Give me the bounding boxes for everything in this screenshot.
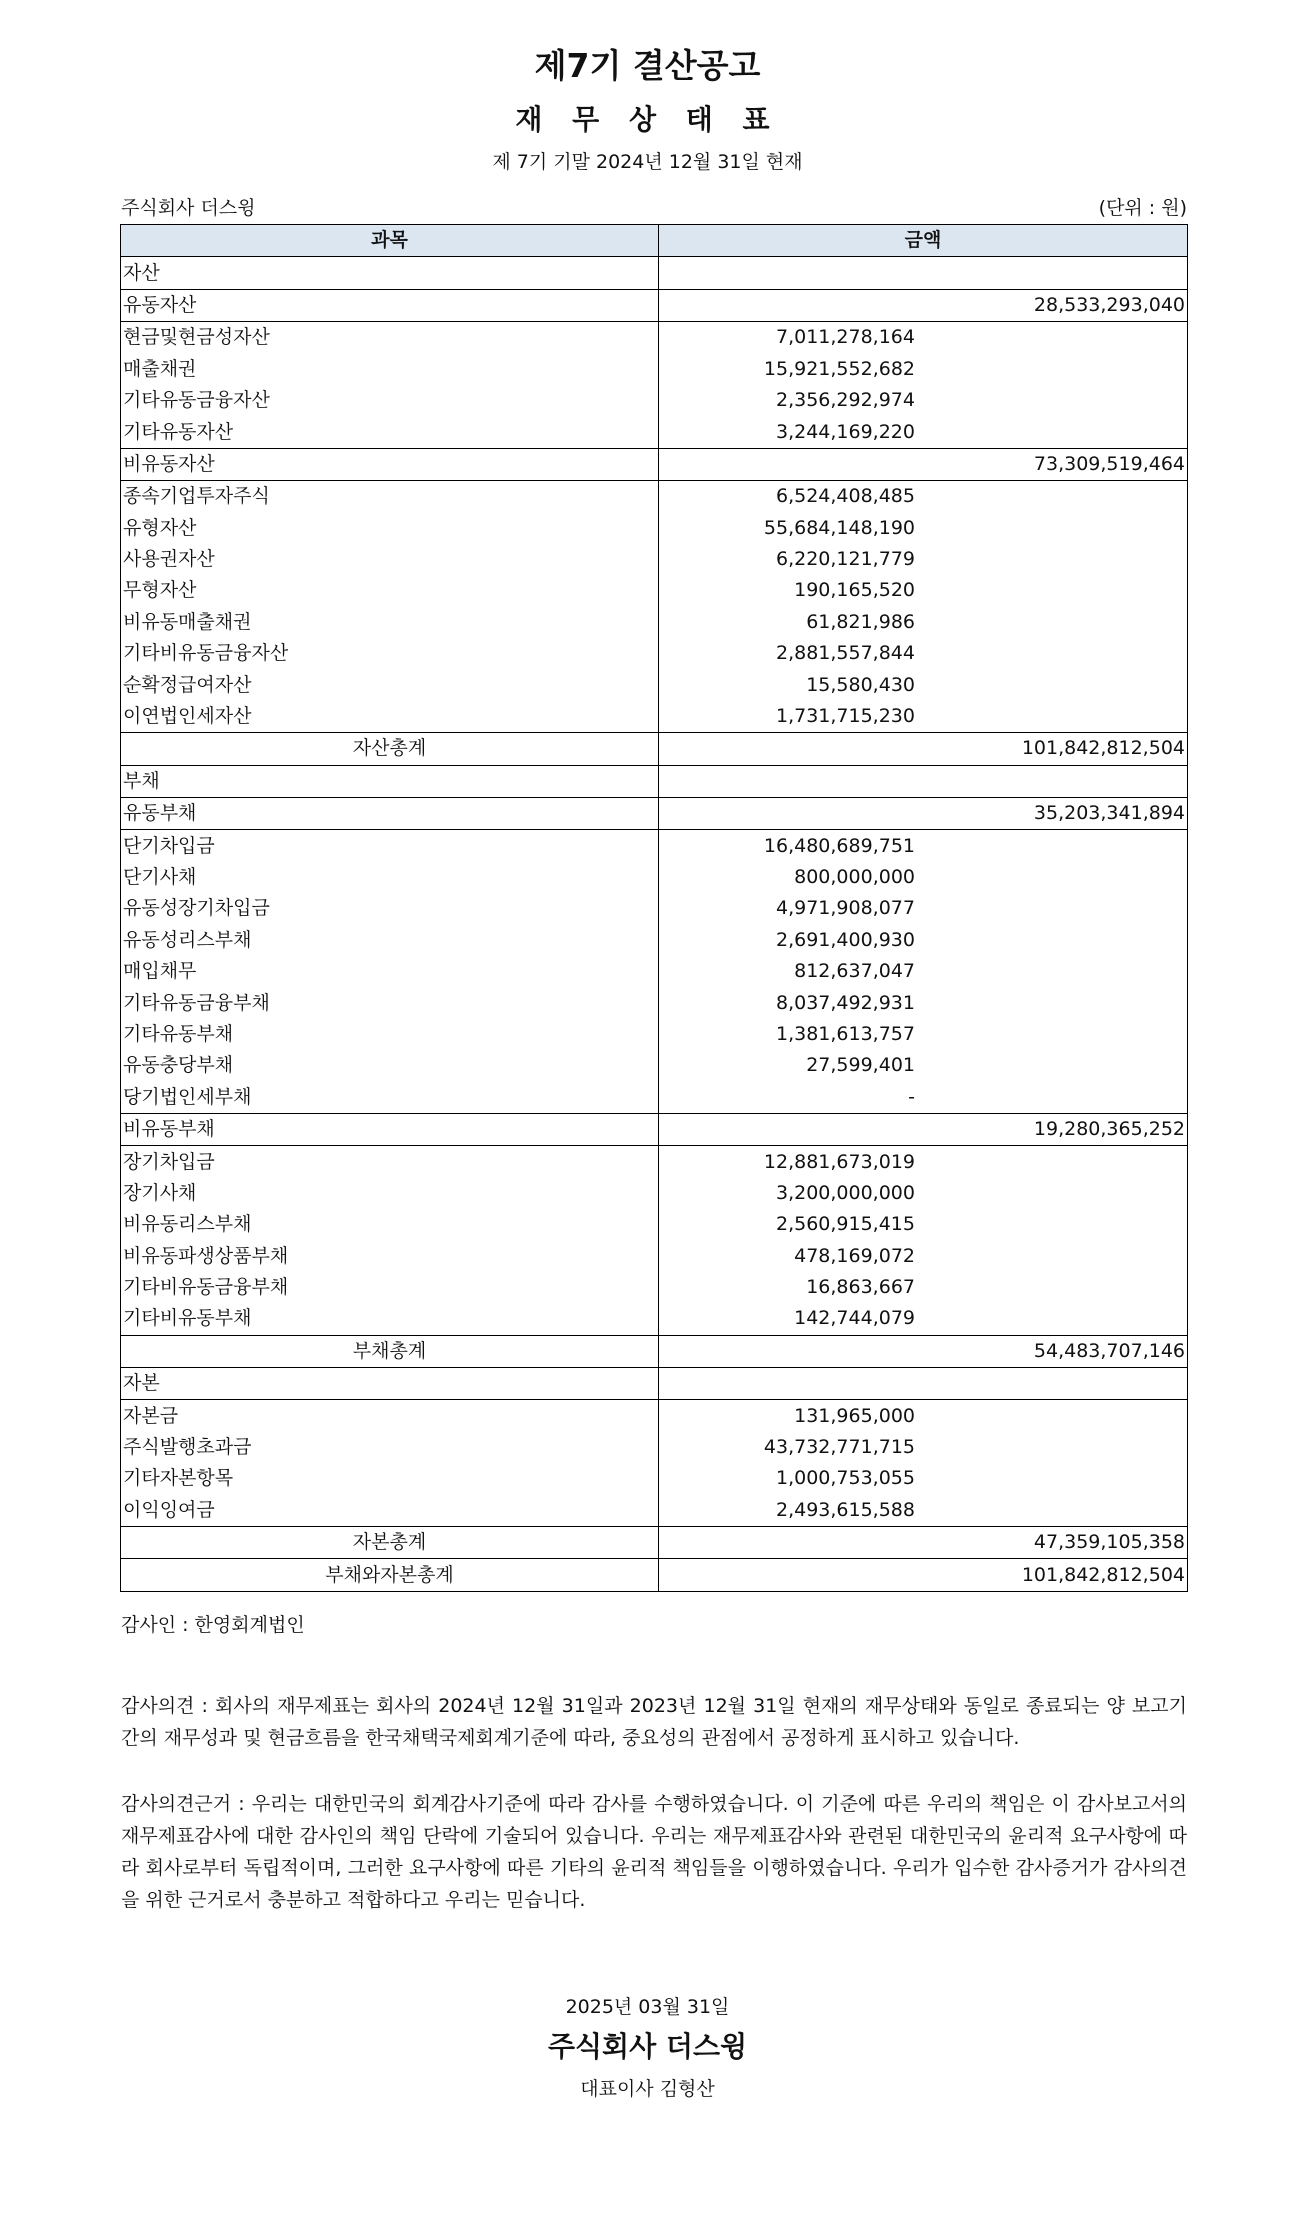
- table-row: [121, 798, 1188, 830]
- row-amount: [659, 669, 1188, 700]
- row-label: 부채와자본총계: [121, 1559, 659, 1591]
- item-amount: 2,881,557,844: [775, 642, 915, 665]
- item-amount: 55,684,148,190: [763, 516, 915, 539]
- item-amount: 43,732,771,715: [763, 1436, 915, 1459]
- row-label: 자본: [121, 1368, 659, 1400]
- item-amount: 3,200,000,000: [775, 1181, 915, 1204]
- row-label: 자산: [121, 257, 659, 289]
- table-row: [121, 1241, 1188, 1272]
- table-row: [121, 481, 1188, 513]
- table-row: [121, 987, 1188, 1018]
- table-row: [121, 385, 1188, 416]
- table-row: [121, 1050, 1188, 1081]
- table-row: [121, 830, 1188, 862]
- item-amount: -: [908, 1085, 915, 1108]
- row-label: 유형자산: [121, 513, 659, 544]
- row-amount: 19,280,365,252: [659, 1113, 1188, 1145]
- item-amount: 16,863,667: [806, 1276, 915, 1299]
- item-amount: 1,381,613,757: [775, 1022, 915, 1045]
- company-name: 주식회사 더스윙: [121, 197, 256, 219]
- table-row: [121, 448, 1188, 480]
- footer-ceo: 대표이사 김형산: [580, 2078, 715, 2100]
- row-label: 이익잉여금: [121, 1495, 659, 1527]
- row-amount: [659, 925, 1188, 956]
- table-row: [121, 1146, 1188, 1178]
- item-amount: 1,731,715,230: [775, 705, 915, 728]
- row-label: 유동자산: [121, 289, 659, 321]
- row-amount: [659, 513, 1188, 544]
- footer-date: 2025년 03월 31일: [565, 1996, 730, 2018]
- row-label: 기타자본항목: [121, 1463, 659, 1494]
- row-label: 부채: [121, 765, 659, 797]
- table-row: [121, 416, 1188, 448]
- table-row: [121, 1335, 1188, 1367]
- row-amount: 101,842,812,504: [659, 733, 1188, 765]
- table-row: [121, 765, 1188, 797]
- statement-title: 재 무 상 태 표: [515, 103, 780, 136]
- item-amount: 7,011,278,164: [775, 326, 915, 349]
- item-amount: 2,493,615,588: [775, 1498, 915, 1521]
- item-amount: 1,000,753,055: [775, 1467, 915, 1490]
- table-row: [121, 701, 1188, 733]
- row-amount: [659, 1241, 1188, 1272]
- table-row: [121, 669, 1188, 700]
- table-row: [121, 1463, 1188, 1494]
- row-amount: 73,309,519,464: [659, 448, 1188, 480]
- row-amount: [659, 638, 1188, 669]
- row-amount: [659, 765, 1188, 797]
- row-amount: [659, 1495, 1188, 1527]
- table-row: [121, 289, 1188, 321]
- row-amount: [659, 987, 1188, 1018]
- row-label: 유동부채: [121, 798, 659, 830]
- table-row: [121, 1019, 1188, 1050]
- table-row: [121, 862, 1188, 893]
- row-label: 비유동매출채권: [121, 607, 659, 638]
- table-row: [121, 1178, 1188, 1209]
- row-label: 기타비유동금융부채: [121, 1272, 659, 1303]
- item-amount: 800,000,000: [794, 866, 915, 888]
- table-row: [121, 925, 1188, 956]
- row-amount: [659, 607, 1188, 638]
- col-subject-header: 과목: [121, 225, 659, 257]
- row-label: 순확정급여자산: [121, 669, 659, 700]
- table-row: [121, 1432, 1188, 1463]
- table-row: [121, 544, 1188, 575]
- row-label: 부채총계: [121, 1335, 659, 1367]
- row-label: 기타비유동부채: [121, 1303, 659, 1335]
- table-row: [121, 893, 1188, 924]
- row-amount: [659, 481, 1188, 513]
- page-title: 제7기 결산공고: [534, 46, 761, 85]
- table-row: [121, 733, 1188, 765]
- item-amount: 478,169,072: [794, 1244, 915, 1267]
- item-amount: 16,480,689,751: [763, 834, 915, 857]
- row-label: 종속기업투자주식: [121, 481, 659, 513]
- row-amount: [659, 1272, 1188, 1303]
- item-amount: 2,560,915,415: [775, 1213, 915, 1236]
- item-amount: 61,821,986: [806, 610, 915, 633]
- row-label: 사용권자산: [121, 544, 659, 575]
- item-amount: 2,691,400,930: [775, 928, 915, 951]
- auditor-note: 감사인 : 한영회계법인: [121, 1614, 305, 1636]
- row-amount: 35,203,341,894: [659, 798, 1188, 830]
- row-amount: [659, 1019, 1188, 1050]
- row-amount: [659, 322, 1188, 354]
- row-label: 주식발행초과금: [121, 1432, 659, 1463]
- row-label: 유동충당부채: [121, 1050, 659, 1081]
- row-label: 비유동파생상품부채: [121, 1241, 659, 1272]
- item-amount: 12,881,673,019: [763, 1150, 915, 1173]
- table-row: [121, 1495, 1188, 1527]
- footer-company: 주식회사 더스윙: [547, 2030, 748, 2063]
- item-amount: 190,165,520: [794, 579, 915, 602]
- row-label: 당기법인세부채: [121, 1082, 659, 1114]
- row-amount: [659, 1209, 1188, 1240]
- row-label: 현금및현금성자산: [121, 322, 659, 354]
- item-amount: 6,524,408,485: [775, 485, 915, 508]
- table-row: [121, 1113, 1188, 1145]
- row-amount: 54,483,707,146: [659, 1335, 1188, 1367]
- row-amount: 28,533,293,040: [659, 289, 1188, 321]
- row-amount: [659, 1178, 1188, 1209]
- row-amount: [659, 893, 1188, 924]
- row-amount: [659, 1432, 1188, 1463]
- row-label: 비유동자산: [121, 448, 659, 480]
- item-amount: 27,599,401: [806, 1054, 915, 1077]
- row-label: 매입채무: [121, 956, 659, 987]
- row-amount: [659, 830, 1188, 862]
- row-amount: 47,359,105,358: [659, 1527, 1188, 1559]
- row-label: 유동성리스부채: [121, 925, 659, 956]
- row-label: 자본금: [121, 1400, 659, 1432]
- table-row: [121, 257, 1188, 289]
- period-label: 제 7기 기말 2024년 12월 31일 현재: [492, 151, 803, 173]
- row-amount: [659, 1368, 1188, 1400]
- row-amount: [659, 701, 1188, 733]
- item-amount: 142,744,079: [794, 1307, 915, 1330]
- audit-basis: 감사의견근거 : 우리는 대한민국의 회계감사기준에 따라 감사를 수행하였습니다. 이 기준에 따른 우리의 책임은 이 감사보고서의 재무제표감사에 대한 감사인의 책임 단락에 기술되어 있습니다. 우리는 재무제표감사와 관련된 대한민국의 윤리적 요구사항에 따라 회사로부터 독립적이며, 그러한 요구사항에 따른 기타의 윤리적 책임들을 이행하였습니다. 우리가 입수한 감사증거가 감사의견을 위한 근거로서 충분하고 적합하다고 우리는 믿습니다.: [121, 1793, 1187, 1911]
- row-label: 무형자산: [121, 575, 659, 606]
- table-row: [121, 1368, 1188, 1400]
- item-amount: 3,244,169,220: [775, 420, 915, 443]
- table-row: [121, 575, 1188, 606]
- row-label: 비유동리스부채: [121, 1209, 659, 1240]
- item-amount: 15,580,430: [806, 673, 915, 696]
- audit-opinion: 감사의견 : 회사의 재무제표는 회사의 2024년 12월 31일과 2023년 12월 31일 현재의 재무상태와 동일로 종료되는 양 보고기간의 재무성과 및 현금흐름을 한국채택국제회계기준에 따라, 중요성의 관점에서 공정하게 표시하고 있습니다.: [121, 1695, 1187, 1749]
- row-amount: [659, 385, 1188, 416]
- row-amount: [659, 257, 1188, 289]
- row-label: 단기사채: [121, 862, 659, 893]
- row-amount: [659, 1463, 1188, 1494]
- row-label: 기타유동부채: [121, 1019, 659, 1050]
- table-row: [121, 1272, 1188, 1303]
- table-row: [121, 1303, 1188, 1335]
- row-amount: [659, 1146, 1188, 1178]
- row-amount: [659, 1082, 1188, 1114]
- row-label: 장기사채: [121, 1178, 659, 1209]
- row-label: 기타비유동금융자산: [121, 638, 659, 669]
- balance-sheet-table: [120, 224, 1188, 1592]
- row-label: 유동성장기차입금: [121, 893, 659, 924]
- row-label: 기타유동자산: [121, 416, 659, 448]
- row-amount: [659, 544, 1188, 575]
- table-row: [121, 1527, 1188, 1559]
- unit-label: (단위 : 원): [1098, 197, 1187, 219]
- table-row: [121, 956, 1188, 987]
- table-row: [121, 322, 1188, 354]
- item-amount: 6,220,121,779: [775, 548, 915, 571]
- row-amount: [659, 416, 1188, 448]
- row-label: 기타유동금융부채: [121, 987, 659, 1018]
- row-label: 자본총계: [121, 1527, 659, 1559]
- row-label: 기타유동금융자산: [121, 385, 659, 416]
- table-row: [121, 354, 1188, 385]
- row-label: 자산총계: [121, 733, 659, 765]
- table-row: [121, 1559, 1188, 1591]
- row-label: 비유동부채: [121, 1113, 659, 1145]
- row-amount: [659, 956, 1188, 987]
- row-amount: [659, 862, 1188, 893]
- col-amount-header: 금액: [659, 225, 1188, 257]
- table-body: [121, 257, 1188, 1591]
- table-row: [121, 513, 1188, 544]
- table-row: [121, 1400, 1188, 1432]
- row-label: 매출채권: [121, 354, 659, 385]
- item-amount: 4,971,908,077: [775, 897, 915, 920]
- item-amount: 15,921,552,682: [763, 357, 915, 380]
- row-amount: [659, 575, 1188, 606]
- row-amount: [659, 1050, 1188, 1081]
- table-row: [121, 607, 1188, 638]
- table-row: [121, 1082, 1188, 1114]
- item-amount: 8,037,492,931: [775, 991, 915, 1014]
- item-amount: 812,637,047: [794, 960, 915, 983]
- row-amount: [659, 1303, 1188, 1335]
- row-amount: [659, 354, 1188, 385]
- row-label: 단기차입금: [121, 830, 659, 862]
- row-label: 이연법인세자산: [121, 701, 659, 733]
- row-amount: 101,842,812,504: [659, 1559, 1188, 1591]
- table-header-row: [121, 225, 1188, 257]
- row-amount: [659, 1400, 1188, 1432]
- table-row: [121, 1209, 1188, 1240]
- row-label: 장기차입금: [121, 1146, 659, 1178]
- item-amount: 131,965,000: [794, 1404, 915, 1427]
- table-row: [121, 638, 1188, 669]
- item-amount: 2,356,292,974: [775, 389, 915, 412]
